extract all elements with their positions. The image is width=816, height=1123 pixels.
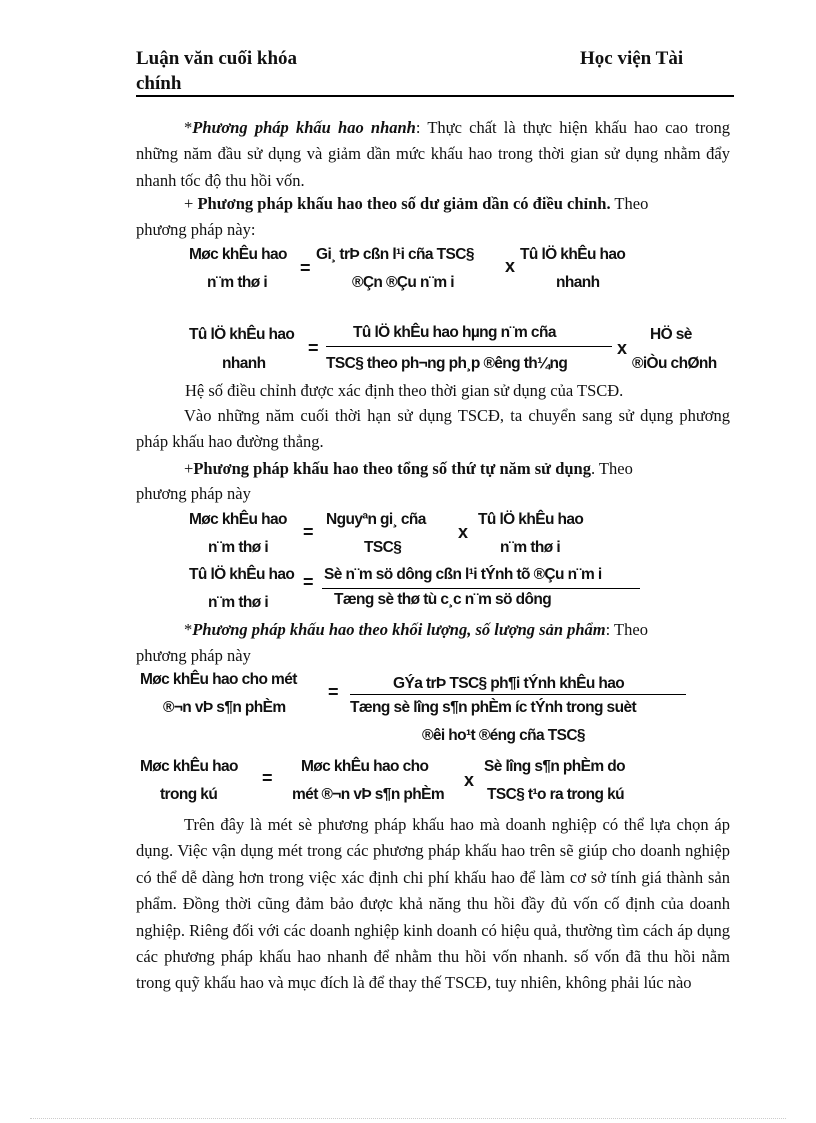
method1-plus: + [184, 194, 198, 213]
f2-rhs2: ®iÒu chØnh [632, 355, 717, 372]
page-bottom-border [30, 1118, 786, 1119]
f4-lhs2: n¨m thø i [208, 594, 269, 611]
method1-title: Phương pháp khấu hao theo số dư giảm dần có điều chỉnh. [197, 194, 611, 213]
method1-next: phương pháp này: [136, 220, 256, 239]
method1-inline: Theo [610, 194, 649, 213]
f2-times: x [617, 338, 628, 358]
intro-title: Phương pháp khấu hao nhanh [192, 118, 416, 137]
method3-inline: : Theo [605, 620, 648, 639]
method3-heading [136, 617, 730, 643]
f4-lhs1: Tû lÖ khÊu hao [189, 566, 295, 583]
f4-num: Sè n¨m sö dông cßn l¹i tÝnh tõ ®Çu n¨m i [324, 566, 602, 583]
method2-inline: . Theo [590, 459, 633, 478]
f1-lhs2: n¨m thø i [207, 274, 268, 291]
method3-next: phương pháp này [136, 646, 251, 665]
header-right: Học viện Tài [580, 48, 684, 69]
intro-paragraph [136, 115, 730, 194]
f1-den: ®Çn ®Çu n¨m i [352, 274, 455, 291]
method2-plus: + [184, 459, 194, 478]
method1-heading [136, 191, 730, 217]
method2-title: Phương pháp khấu hao theo tổng số thứ tự năm sử dụng [193, 459, 591, 478]
f3-lhs1: Møc khÊu hao [189, 511, 287, 528]
f6-lhs1: Møc khÊu hao [140, 758, 238, 775]
f3-rhs1: Tû lÖ khÊu hao [478, 511, 584, 528]
f5-lhs2: ®¬n vÞ s¶n phÈm [163, 699, 286, 716]
f4-fraction-bar [322, 588, 640, 589]
f6-times: x [464, 770, 475, 790]
f6-mid1: Møc khÊu hao cho [301, 758, 429, 775]
f2-num: Tû lÖ khÊu hao hµng n¨m cña [353, 324, 556, 341]
f5-den1: Tæng sè lîng s¶n phÈm íc tÝnh trong suèt [350, 699, 637, 716]
header-left-line1: Luận văn cuối khóa [136, 48, 298, 69]
f3-equals: = [303, 522, 314, 542]
final-years-note: Vào những năm cuối thời hạn sử dụng TSCĐ, ta chuyển sang sử dụng phương pháp khấu hao đường thẳng. [136, 406, 730, 452]
f1-times: x [505, 256, 516, 276]
f2-fraction-bar [326, 346, 612, 347]
method2-heading [136, 456, 730, 482]
closing-paragraph: Trên đây là mét sè phương pháp khấu hao mà doanh nghiệp có thể lựa chọn áp dụng. Việc vận dụng mét trong các phương pháp khấu hao trên sẽ giúp cho doanh nghiệp có thể dễ dàng hơn trong việc xác định chi phí khấu hao để làm cơ sở tính giá thành sản phẩm. Đồng thời cũng đảm bảo được khả năng thu hồi đầy đủ vốn cố định của doanh nghiệp. Riêng đối với các doanh nghiệp kinh doanh có hiệu quả, thường tìm cách áp dụng các phương pháp khấu hao nhanh để nhằm thu hồi vốn nhanh. số vốn đã thu hồi nằm trong quỹ khấu hao và mục đích là để thay thế TSCĐ, tuy nhiên, không phải lúc nào [136, 815, 730, 993]
f2-equals: = [308, 338, 319, 358]
f1-rhs2: nhanh [556, 274, 600, 291]
f1-lhs1: Møc khÊu hao [189, 246, 287, 263]
f4-equals: = [303, 572, 314, 592]
method3-star: * [184, 620, 193, 639]
method2-next: phương pháp này [136, 484, 251, 503]
f6-lhs2: trong kú [160, 786, 218, 803]
method3-title: Phương pháp khấu hao theo khối lượng, số lượng sản phẩm [192, 620, 606, 639]
f5-fraction-bar [350, 694, 686, 695]
f3-rhs2: n¨m thø i [500, 539, 561, 556]
f3-den: TSC§ [364, 539, 402, 556]
f1-rhs1: Tû lÖ khÊu hao [520, 246, 626, 263]
f2-den: TSC§ theo ph¬ng ph¸p ®êng th¼ng [326, 355, 568, 372]
f1-num: Gi¸ trÞ cßn l¹i cña TSC§ [316, 246, 474, 263]
f2-rhs1: HÖ sè [650, 326, 692, 343]
f5-num: GÝa trÞ TSC§ ph¶i tÝnh khÊu hao [393, 675, 625, 692]
f6-mid2: mét ®¬n vÞ s¶n phÈm [292, 786, 445, 803]
header-rule [136, 95, 734, 97]
f6-rhs2: TSC§ t¹o ra trong kú [487, 786, 624, 803]
f2-lhs2: nhanh [222, 355, 266, 372]
f5-den2: ®êi ho¹t ®éng cña TSC§ [422, 727, 585, 744]
f1-equals: = [300, 258, 311, 278]
f3-times: x [458, 522, 469, 542]
f6-equals: = [262, 768, 273, 788]
adjust-coefficient-note: Hệ số điều chỉnh được xác định theo thời gian sử dụng của TSCĐ. [185, 381, 624, 400]
f5-lhs1: Møc khÊu hao cho mét [140, 671, 297, 688]
intro-star: * [184, 118, 193, 137]
intro-text: : Thực chất là thực hiện khấu hao cao trong những năm đầu sử dụng và giảm dần mức khấu hao trong thời gian sử dụng nhằm đẩy nhanh tốc độ thu hồi vốn. [136, 118, 730, 190]
f6-rhs1: Sè lîng s¶n phÈm do [484, 758, 626, 775]
f2-lhs1: Tû lÖ khÊu hao [189, 326, 295, 343]
f3-lhs2: n¨m thø i [208, 539, 269, 556]
f5-equals: = [328, 682, 339, 702]
header-left-line2: chính [136, 73, 182, 94]
f4-den: Tæng sè thø tù c¸c n¨m sö dông [334, 591, 552, 608]
f3-num: Nguyªn gi¸ cña [326, 511, 426, 528]
